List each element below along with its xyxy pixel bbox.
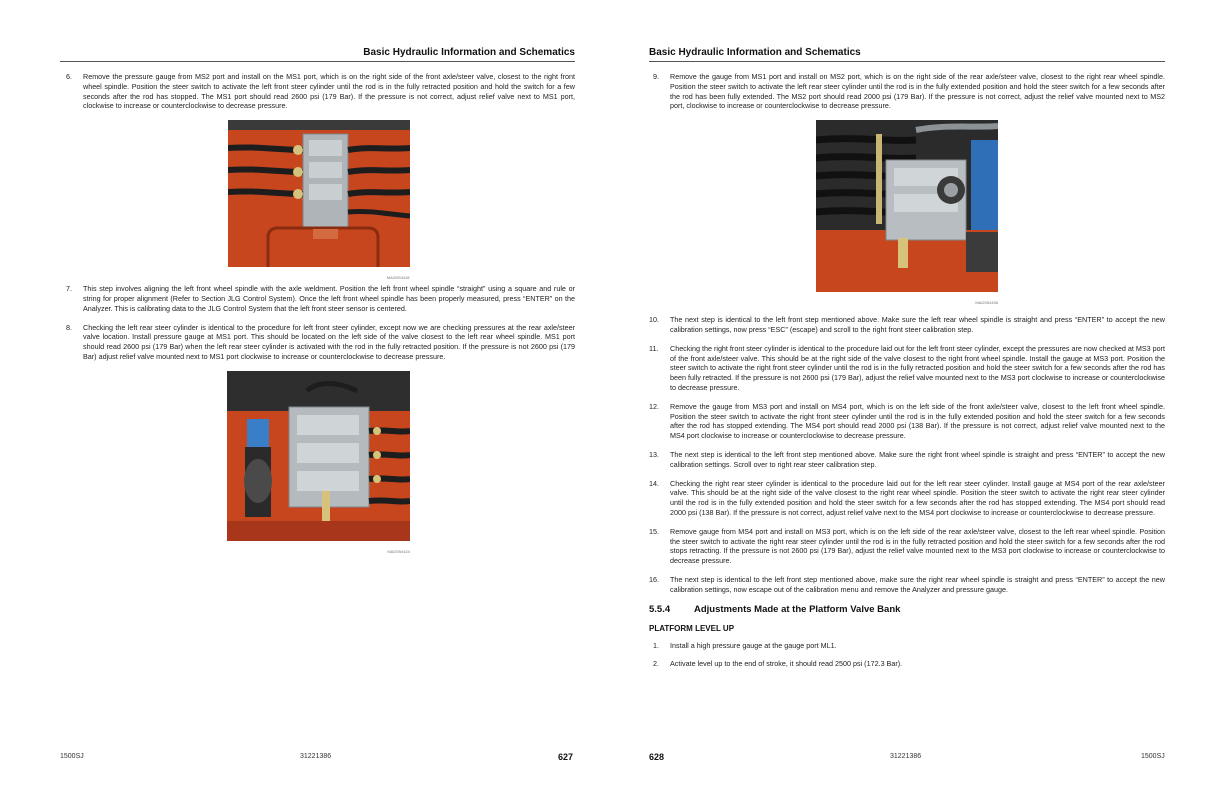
step-list <box>62 284 575 362</box>
step-list <box>649 641 1165 670</box>
figure-code: MAI2054418 <box>386 275 410 281</box>
step-8 <box>62 323 575 362</box>
step-number: 6. <box>66 72 72 81</box>
photo-front-steer-valve <box>228 120 410 272</box>
figure-code: MAI2054424 <box>387 548 410 554</box>
figure-front-steer-valve <box>228 120 410 281</box>
figure-code: MAI2054436 <box>975 300 998 306</box>
step-number: 2. <box>653 659 659 669</box>
step-13 <box>649 450 1165 470</box>
step-text: Remove the gauge from MS1 port and install on MS2 port, which is on the right side of the rear axle/steer valve, closest to the right rear wheel spindle. Position the steer switch to activate the left rear steer cylinder until the rod is in the fully extended position and hold the steer switch for a few seconds after the rod has been fully extended. The MS2 port should read 2000 psi (179 Bar). If the pressure is not correct, adjust the relief valve mounted next to MS2 port, clockwise to increase or counterclockwise to decrease pressure. <box>670 72 1165 111</box>
step-16 <box>649 575 1165 595</box>
footer-page-number: 628 <box>649 752 665 762</box>
footer-doc-number: 31221386 <box>300 753 332 760</box>
footer-page-number: 627 <box>558 752 574 762</box>
photo-rear-steer-valve <box>227 371 410 546</box>
section-heading <box>649 604 1165 615</box>
step-12 <box>649 402 1165 441</box>
step-text: Checking the right rear steer cylinder is identical to the procedure laid out for the left rear steer cylinder. Install gauge at MS4 port of the rear axle/steer valve. This should be at the right side of the valve closest to the right rear wheel spindle. Position the steer switch to activate the right rear steer cylinder until the rod is in the fully extended position and hold the steer switch for a few seconds after the rod has stopped extending. The MS4 port should read 2000 psi (138 Bar). If the pressure is not correct, adjust relief valve next to the MS4 port clockwise to increase or counterclockwise to decrease pressure. <box>670 478 1165 517</box>
step-number: 9. <box>653 72 659 81</box>
step-number: 12. <box>649 401 659 411</box>
valve-photo-image <box>816 120 998 292</box>
step-text: Checking the right front steer cylinder is identical to the procedure laid out for the left front steer cylinder, except the pressures are now checked at MS3 port of the front axle/steer valve. This should be at the right side of the valve closest to the right front wheel spindle. Install the gauge at MS3 port. Position the steer switch to activate the right front steer cylinder until the rod is in the fully retracted position and hold the steer switch for a few seconds after the rod has been fully retracted. If the pressure is not 2600 psi (179 Bar), adjust the relief valve mounted next to the MS3 port clockwise to increase or counterclockwise to decrease pressure. <box>670 343 1165 392</box>
step-number: 8. <box>66 322 72 332</box>
step-list <box>62 72 575 111</box>
step-text: The next step is identical to the left front step mentioned above. Make sure the right front wheel spindle is straight and press “ENTER” to accept the new calibration settings. Scroll over to right rear steer calibration step. <box>670 449 1165 469</box>
step-6 <box>62 72 575 111</box>
step-text: Remove the gauge from MS3 port and install on MS4 port, which is on the left side of the front axle/steer valve, closest to the left front wheel spindle. Position the steer switch to activate the right front steer cylinder until the rod is in the fully extended position and hold the steer switch for a few seconds after the rod has stopped extending. The MS4 port should read 2000 psi (138 Bar). If the pressure is not correct, adjust relief valve mounted next to the MS4 port clockwise to increase or counterclockwise to decrease pressure. <box>670 401 1165 441</box>
step-text: Remove gauge from MS4 port and install on MS3 port, which is on the left side of the rear axle/steer valve, closest to the left rear wheel spindle. Position the steer switch to activate the right rear steer cylinder until the rod is in the fully retracted position and hold the steer switch for a few seconds after the rod stops retracting. If the pressure is not 2600 psi (179 Bar), adjust the relief valve mounted next to the MS3 port clockwise to increase or counterclockwise to decrease pressure. <box>670 526 1165 566</box>
step-7 <box>62 284 575 313</box>
page-content <box>649 72 1165 678</box>
step-number: 15. <box>649 526 659 536</box>
step-number: 14. <box>649 478 659 488</box>
section-title: Adjustments Made at the Platform Valve Bank <box>694 603 901 615</box>
step-10 <box>649 315 1165 335</box>
valve-photo-image <box>228 120 410 267</box>
step-number: 10. <box>649 315 659 325</box>
footer-model: 1500SJ <box>1141 753 1165 760</box>
step-number: 13. <box>649 449 659 459</box>
step-text: This step involves aligning the left front wheel spindle with the axle weldment. Position the left front wheel spindle “straight” using a square and rule or string for proper alignment (Refer to Section JLG Control System). Once the left front wheel spindle has been properly measured, press “ENTER” on the Analyzer. This is calibrating data to the JLG Control System that the left front steer sensor is centered. <box>83 284 575 313</box>
page-header: Basic Hydraulic Information and Schematics <box>60 47 575 62</box>
figure-rear-axle-valve <box>816 120 998 306</box>
step-number: 1. <box>653 640 659 650</box>
section-number: 5.5.4 <box>649 603 671 615</box>
step-list <box>649 315 1165 594</box>
step-text: Activate level up to the end of stroke, it should read 2500 psi (172.3 Bar). <box>670 659 903 669</box>
page-content <box>62 72 575 558</box>
footer-doc-number: 31221386 <box>890 753 922 760</box>
step-9 <box>649 72 1165 111</box>
step-list <box>649 72 1165 111</box>
step-number: 7. <box>66 284 72 294</box>
step-number: 16. <box>649 574 659 584</box>
subheading: PLATFORM LEVEL UP <box>649 623 735 633</box>
step-15 <box>649 527 1165 566</box>
step-14 <box>649 479 1165 518</box>
step-text: Remove the pressure gauge from MS2 port and install on the MS1 port, which is on the right side of the front axle/steer valve, closest to the right front wheel spindle. Position the steer switch to activate the left front steer cylinder until the rod is in the fully retracted position and hold the switch for a few seconds after the rod has stopped. The MS1 port should read 2600 psi (179 Bar). If the pressure is not correct, adjust relief valve next to MS1 port, clockwise to increase or counterclockwise to decrease pressure. <box>83 72 575 111</box>
step-text: Checking the left rear steer cylinder is identical to the procedure for left front steer cylinder, except now we are checking pressures at the rear axle/steer valve location. Install pressure gauge at MS1 port. This should be located on the left side of the valve closest to the left rear wheel spindle. MS1 port should read 2600 psi (179 Bar) when the left rear steer cylinder is activated with the rod in the fully retracted position. If the pressure is not 2600 psi (179 Bar) adjust relief valve mounted next to MS1 port clockwise to increase or counterclockwise to decrease pressure. <box>83 322 575 361</box>
step-text: Install a high pressure gauge at the gauge port ML1. <box>670 640 837 650</box>
step-text: The next step is identical to the left front step mentioned above, make sure the right rear wheel spindle is straight and press “ENTER” to accept the new calibration settings, now escape out of the calibration menu and remove the Analyzer and pressure gauge. <box>670 574 1165 594</box>
step-number: 11. <box>649 343 659 353</box>
page-628 <box>612 0 1224 792</box>
step-11 <box>649 344 1165 393</box>
footer-model: 1500SJ <box>60 753 84 760</box>
figure-rear-steer-valve <box>227 371 410 554</box>
step-text: The next step is identical to the left front step mentioned above. Make sure the left rear wheel spindle is straight and press “ENTER” to accept the new calibration settings, now press “ESC” (escape) and scroll to the right front steer calibration step. <box>670 315 1165 334</box>
page-header: Basic Hydraulic Information and Schematics <box>649 47 1165 62</box>
photo-rear-axle-valve <box>816 120 998 297</box>
step-1 <box>649 641 1165 651</box>
step-2 <box>649 659 1165 669</box>
valve-photo-image <box>227 371 410 541</box>
